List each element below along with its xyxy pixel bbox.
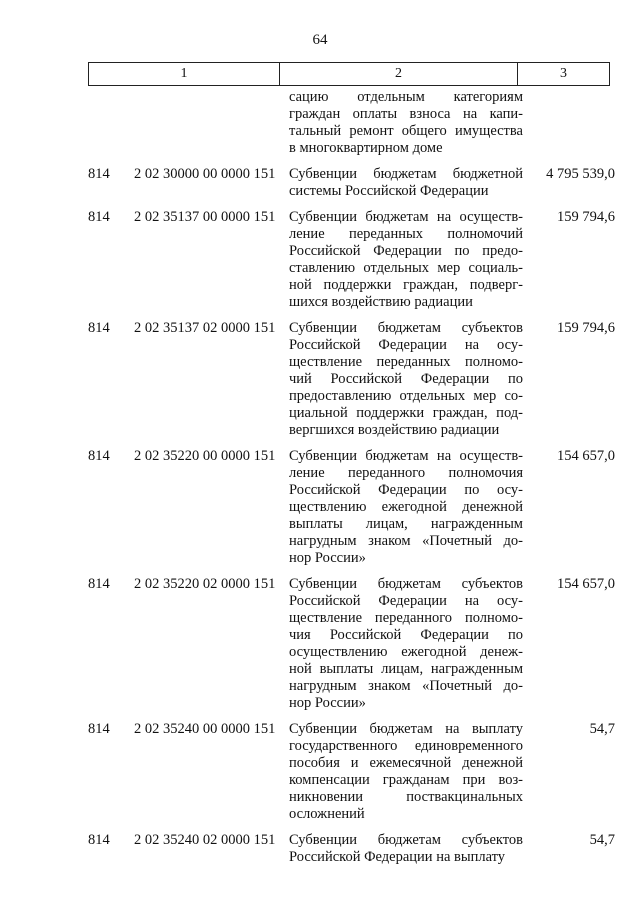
amount-cell: 4 795 539,0 <box>546 166 615 182</box>
page-number: 64 <box>312 32 328 48</box>
revenue-name-line: вергшихся воздействию радиации <box>289 422 500 438</box>
revenue-name-line: ление переданного полномочия <box>289 465 523 481</box>
revenue-name-line: системы Российской Федерации <box>289 183 489 199</box>
revenue-name-cell <box>289 448 523 567</box>
revenue-name-line: циальной поддержки граждан, под- <box>289 405 523 421</box>
budget-code-cell: 2 02 35220 02 0000 151 <box>134 576 276 592</box>
revenue-name-line: Российской Федерации по предо- <box>289 243 523 259</box>
revenue-name-line: Субвенции бюджетам субъектов <box>289 832 523 848</box>
revenue-name-line: тальный ремонт общего имущества <box>289 123 523 139</box>
table-row <box>0 576 640 712</box>
table-row <box>0 166 640 200</box>
revenue-name-line: осуществлению ежегодной денеж- <box>289 644 523 660</box>
revenue-name-cell <box>289 721 523 823</box>
table-row <box>0 721 640 823</box>
budget-code-cell: 2 02 35240 00 0000 151 <box>134 721 276 737</box>
admin-code-cell: 814 <box>88 209 110 225</box>
budget-code-cell: 2 02 35137 00 0000 151 <box>134 209 276 225</box>
revenue-name-line: Российской Федерации на выплату <box>289 849 506 865</box>
revenue-name-line: компенсации гражданам при воз- <box>289 772 523 788</box>
revenue-name-line: сацию отдельным категориям <box>289 89 523 105</box>
revenue-name-line: пособия и ежемесячной денежной <box>289 755 523 771</box>
revenue-name-line: Российской Федерации на осу- <box>289 593 523 609</box>
table-column-header <box>88 62 610 86</box>
revenue-name-line: Субвенции бюджетам субъектов <box>289 320 523 336</box>
revenue-name-line: Субвенции бюджетам субъектов <box>289 576 523 592</box>
revenue-name-line: Субвенции бюджетам на выплату <box>289 721 523 737</box>
revenue-name-line: ной выплаты лицам, награжденным <box>289 661 523 677</box>
revenue-name-line: предоставлению отдельных мер со- <box>289 388 523 404</box>
revenue-name-line: шихся воздействию радиации <box>289 294 473 310</box>
column-header-2: 2 <box>280 63 518 85</box>
admin-code-cell: 814 <box>88 576 110 592</box>
column-header-1: 1 <box>89 63 280 85</box>
amount-cell <box>523 89 615 157</box>
amount-cell: 154 657,0 <box>557 448 615 464</box>
table-row <box>0 209 640 311</box>
revenue-name-line: Российской Федерации по осу- <box>289 482 523 498</box>
table-row <box>0 89 640 157</box>
revenue-name-line: ществлению ежегодной денежной <box>289 499 523 515</box>
column-header-3: 3 <box>560 66 567 81</box>
revenue-name-cell <box>289 209 523 311</box>
revenue-name-cell <box>289 320 523 439</box>
revenue-name-line: ставлению отдельных мер социаль- <box>289 260 523 276</box>
admin-code-cell: 814 <box>88 721 110 737</box>
amount-cell: 54,7 <box>589 832 615 848</box>
revenue-name-line: чия Российской Федерации по <box>289 627 523 643</box>
table-body <box>0 89 640 875</box>
revenue-name-line: ление переданных полномочий <box>289 226 523 242</box>
revenue-name-line: осложнений <box>289 806 365 822</box>
admin-code-cell: 814 <box>88 448 110 464</box>
revenue-name-cell <box>289 576 523 712</box>
admin-code-cell: 814 <box>88 166 110 182</box>
revenue-name-line: никновении поствакцинальных <box>289 789 523 805</box>
revenue-name-line: Субвенции бюджетам на осуществ- <box>289 209 523 225</box>
revenue-name-line: ществление переданного полномо- <box>289 610 523 626</box>
budget-code-cell: 2 02 35220 00 0000 151 <box>134 448 276 464</box>
budget-code-cell: 2 02 30000 00 0000 151 <box>134 166 276 182</box>
revenue-name-line: в многоквартирном доме <box>289 140 443 156</box>
budget-code-cell: 2 02 35240 02 0000 151 <box>134 832 276 848</box>
revenue-name-line: граждан оплаты взноса на капи- <box>289 106 523 122</box>
revenue-name-cell <box>289 832 523 866</box>
amount-cell: 54,7 <box>589 721 615 737</box>
revenue-name-line: Субвенции бюджетам на осуществ- <box>289 448 523 464</box>
amount-cell: 154 657,0 <box>557 576 615 592</box>
amount-cell: 159 794,6 <box>557 209 615 225</box>
revenue-name-line: нагрудным знаком «Почетный до- <box>289 678 523 694</box>
revenue-name-line: ной поддержки граждан, подверг- <box>289 277 523 293</box>
admin-code-cell <box>0 89 134 157</box>
revenue-name-cell <box>289 89 523 157</box>
table-row <box>0 832 640 866</box>
table-row <box>0 448 640 567</box>
table-row <box>0 320 640 439</box>
admin-code-cell: 814 <box>88 832 110 848</box>
revenue-name-line: выплаты лицам, награжденным <box>289 516 523 532</box>
budget-code-cell <box>134 89 289 157</box>
revenue-name-line: государственного единовременного <box>289 738 523 754</box>
revenue-name-cell <box>289 166 523 200</box>
revenue-name-line: Российской Федерации на осу- <box>289 337 523 353</box>
revenue-name-line: нор России» <box>289 695 366 711</box>
revenue-name-line: ществление переданных полномо- <box>289 354 523 370</box>
revenue-name-line: нор России» <box>289 550 366 566</box>
budget-code-cell: 2 02 35137 02 0000 151 <box>134 320 276 336</box>
revenue-name-line: Субвенции бюджетам бюджетной <box>289 166 523 182</box>
amount-cell: 159 794,6 <box>557 320 615 336</box>
revenue-name-line: нагрудным знаком «Почетный до- <box>289 533 523 549</box>
revenue-name-line: чий Российской Федерации по <box>289 371 523 387</box>
admin-code-cell: 814 <box>88 320 110 336</box>
